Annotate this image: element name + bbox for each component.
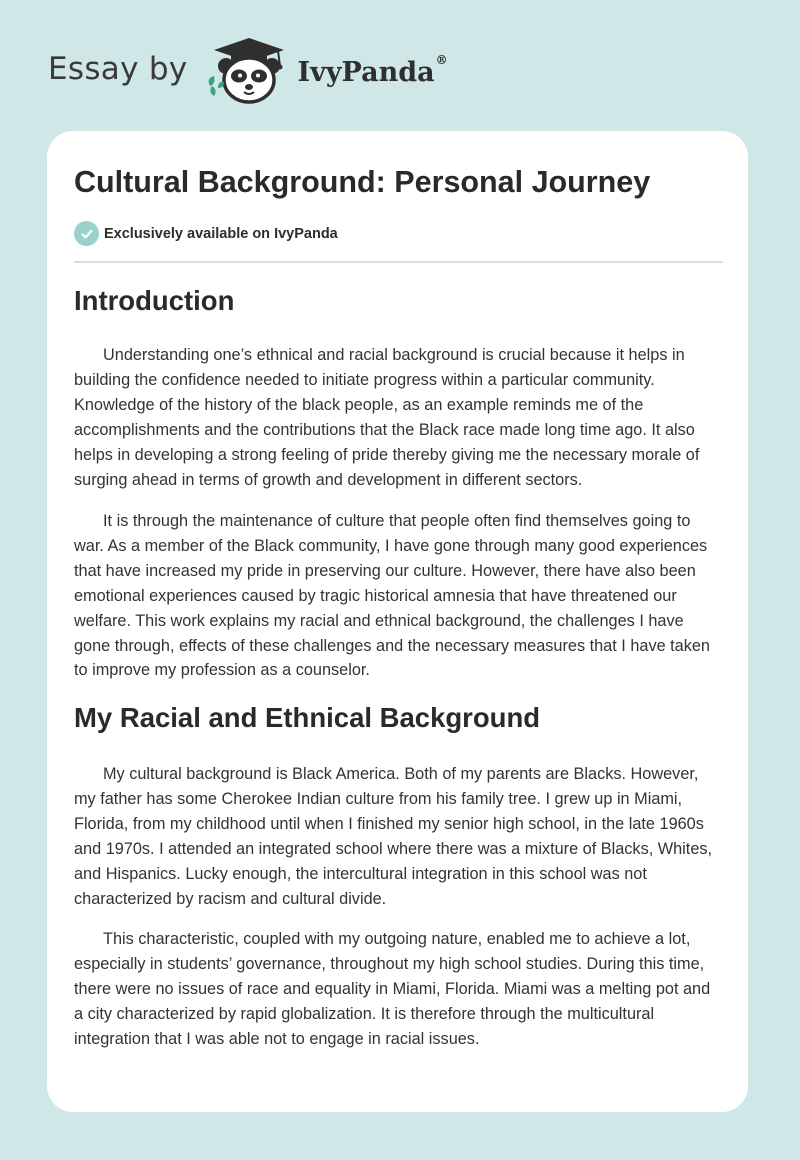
brand-name-text: IvyPanda <box>297 56 435 88</box>
section-heading-introduction: Introduction <box>74 285 235 316</box>
section-heading-racial-ethnical-background: My Racial and Ethnical Background <box>74 702 541 733</box>
panda-graduate-logo-icon[interactable] <box>204 36 294 106</box>
title-divider <box>74 261 723 263</box>
essay-card <box>47 131 748 1112</box>
essay-title: Cultural Background: Personal Journey <box>74 165 651 199</box>
exclusive-badge <box>74 221 338 246</box>
brand-name <box>297 52 448 88</box>
paragraph: It is through the maintenance of culture that people often find themselves going to war. As a member of the Black community, I have gone through many good experiences that have increased my pride in preserving our culture. However, there have also been emotional experiences caused by tragic historical amnesia that have threatened our welfare. This work explains my racial and ethnical background, the challenges I have gone through, effects of these challenges and the necessary measures that I have taken to improve my profession as a counselor. <box>74 512 710 680</box>
site-header <box>48 36 448 106</box>
registered-mark: ® <box>435 52 448 67</box>
check-icon <box>74 221 99 246</box>
paragraph: My cultural background is Black America. Both of my parents are Blacks. However, my father has some Cherokee Indian culture from his family tree. I grew up in Miami, Florida, from my childhood until when I finished my senior high school, in the late 1960s and 1970s. I attended an integrated school where there was a mixture of Blacks, Whites, and Hispanics. Lucky enough, the intercultural integration in this school was not characterized by racism and cultural divide. <box>74 765 713 908</box>
exclusive-badge-label: Exclusively available on IvyPanda <box>104 225 338 242</box>
paragraph: This characteristic, coupled with my outgoing nature, enabled me to achieve a lot, especially in students’ governance, throughout my high school studies. During this time, there were no issues of race and equality in Miami, Florida. Miami was a melting pot and a city characterized by rapid globalization. It is therefore through the multicultural integration that I was able not to engage in racial issues. <box>74 930 711 1048</box>
paragraph: Understanding one’s ethnical and racial background is crucial because it helps in building the confidence needed to initiate progress within a particular community. Knowledge of the history of the black people, as an example reminds me of the accomplishments and the contributions that the Black race made long time ago. It also helps in developing a strong feeling of pride thereby giving me the necessary morale of surging ahead in terms of growth and development in different sectors. <box>74 346 700 489</box>
essay-by-label: Essay by <box>48 51 188 87</box>
